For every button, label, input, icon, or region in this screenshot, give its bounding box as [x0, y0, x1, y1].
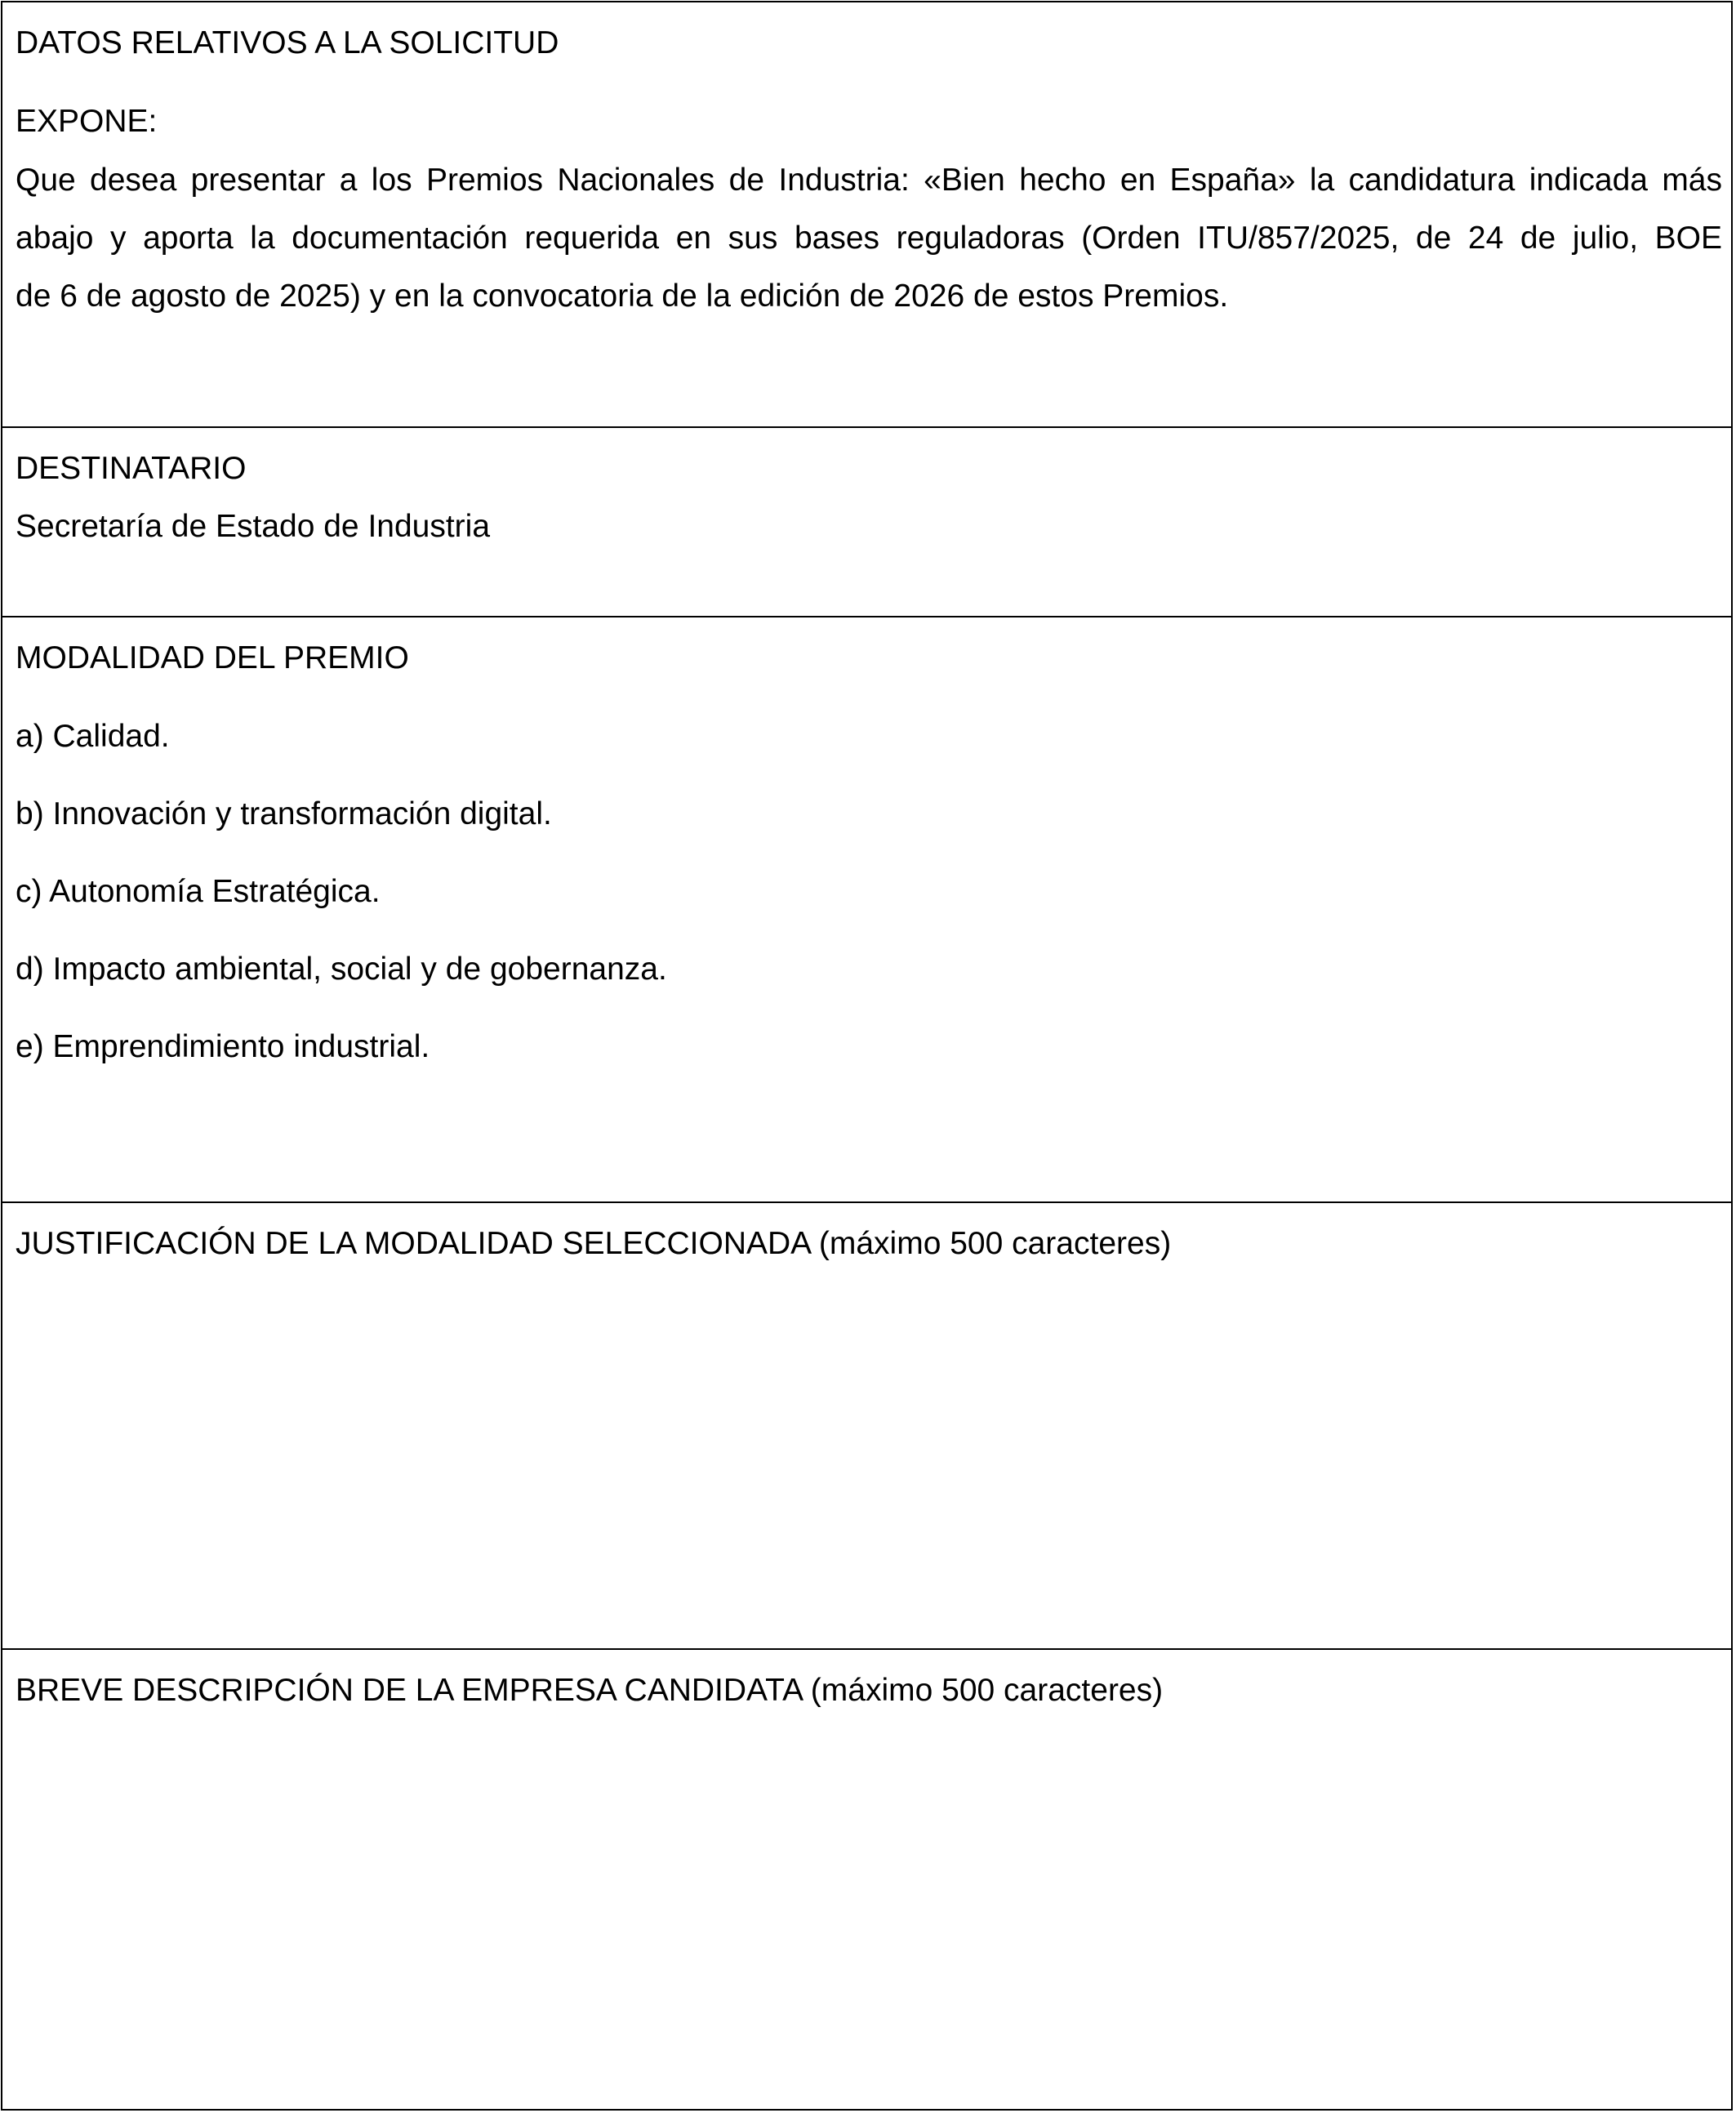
- section-title-justificacion: JUSTIFICACIÓN DE LA MODALIDAD SELECCIONADA (máximo 500 caracteres): [16, 1226, 1172, 1261]
- expone-text: [16, 151, 1722, 325]
- expone-label: EXPONE:: [16, 104, 158, 139]
- section-modalidad: [2, 617, 1731, 1203]
- section-title-descripcion: BREVE DESCRIPCIÓN DE LA EMPRESA CANDIDATA (máximo 500 caracteres): [16, 1673, 1164, 1708]
- modalidad-option-e: e) Emprendimiento industrial.: [16, 1029, 430, 1064]
- section-datos-solicitud: [2, 2, 1731, 428]
- application-form-table: [1, 1, 1733, 2111]
- section-justificacion: [2, 1203, 1731, 1650]
- section-title-destinatario: DESTINATARIO: [16, 451, 247, 486]
- section-destinatario: [2, 428, 1731, 617]
- modalidad-option-b: b) Innovación y transformación digital.: [16, 796, 552, 831]
- expone-line: Que desea presentar a los Premios Nacionales de Industria: «Bien hecho en España» la candidatura indicada más: [16, 163, 1722, 198]
- expone-line: de 6 de agosto de 2025) y en la convocatoria de la edición de 2026 de estos Premios.: [16, 279, 1229, 314]
- modalidad-option-a: a) Calidad.: [16, 719, 170, 754]
- destinatario-value: Secretaría de Estado de Industria: [16, 509, 491, 544]
- modalidad-option-c: c) Autonomía Estratégica.: [16, 874, 381, 909]
- section-descripcion: [2, 1650, 1731, 2109]
- section-title-modalidad: MODALIDAD DEL PREMIO: [16, 640, 409, 675]
- section-title-datos: DATOS RELATIVOS A LA SOLICITUD: [16, 25, 559, 60]
- expone-line: abajo y aporta la documentación requerida en sus bases reguladoras (Orden ITU/857/2025, de 24 de julio, BOE: [16, 221, 1722, 256]
- modalidad-option-d: d) Impacto ambiental, social y de gobernanza.: [16, 952, 667, 987]
